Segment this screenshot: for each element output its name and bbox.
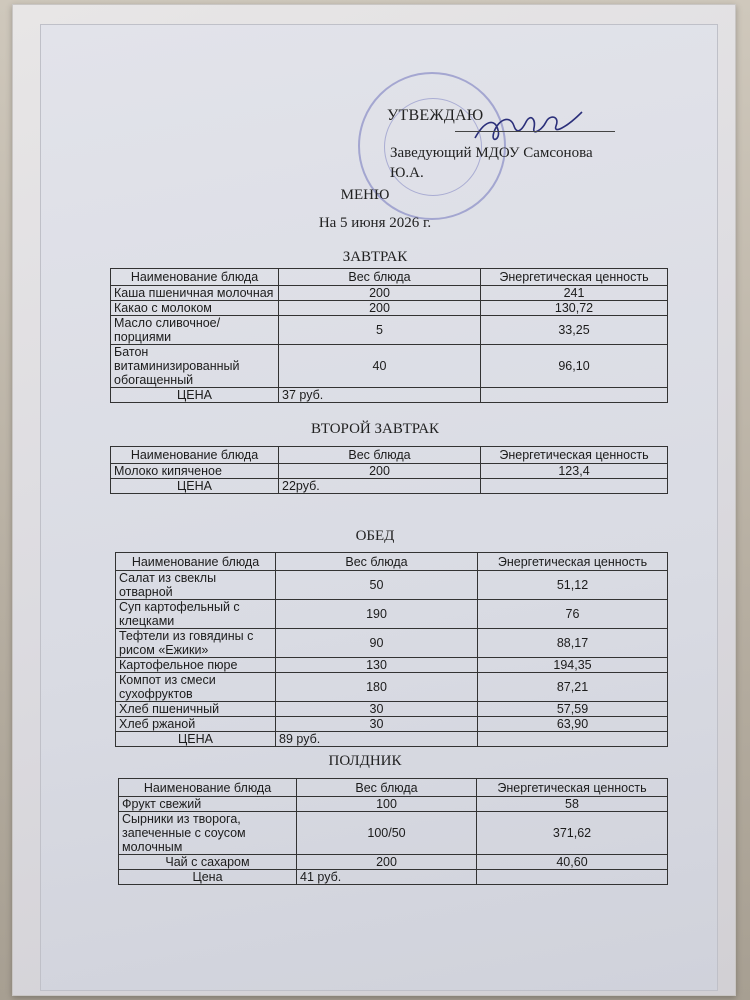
price-empty-cell bbox=[481, 479, 668, 494]
dish-name-cell: Масло сливочное/порциями bbox=[111, 316, 279, 345]
dish-name-cell: Тефтели из говядины с рисом «Ежики» bbox=[116, 629, 276, 658]
table-header-row bbox=[111, 447, 668, 464]
col-header-name: Наименование блюда bbox=[111, 447, 279, 464]
dish-name-cell: Чай с сахаром bbox=[119, 855, 297, 870]
dish-weight-cell: 100/50 bbox=[297, 812, 477, 855]
dish-energy-cell: 88,17 bbox=[478, 629, 668, 658]
dish-weight-cell: 190 bbox=[276, 600, 478, 629]
table-row bbox=[116, 571, 668, 600]
dish-weight-cell: 200 bbox=[279, 286, 481, 301]
table-header-row bbox=[119, 779, 668, 797]
section-title-second-breakfast: ВТОРОЙ ЗАВТРАК bbox=[310, 421, 440, 437]
dish-name-cell: Хлеб ржаной bbox=[116, 717, 276, 732]
table-row bbox=[119, 797, 668, 812]
breakfast-table bbox=[110, 268, 668, 403]
dish-weight-cell: 40 bbox=[279, 345, 481, 388]
col-header-energy: Энергетическая ценность bbox=[477, 779, 668, 797]
dish-energy-cell: 123,4 bbox=[481, 464, 668, 479]
dish-weight-cell: 30 bbox=[276, 717, 478, 732]
col-header-energy: Энергетическая ценность bbox=[481, 269, 668, 286]
price-value: 37 руб. bbox=[279, 388, 481, 403]
col-header-weight: Вес блюда bbox=[297, 779, 477, 797]
col-header-energy: Энергетическая ценность bbox=[478, 553, 668, 571]
signature-line bbox=[455, 131, 615, 132]
table-row bbox=[116, 658, 668, 673]
dish-weight-cell: 180 bbox=[276, 673, 478, 702]
price-value: 22руб. bbox=[279, 479, 481, 494]
table-row bbox=[116, 673, 668, 702]
approve-label: УТВЕЖДАЮ bbox=[387, 107, 484, 124]
dish-weight-cell: 50 bbox=[276, 571, 478, 600]
col-header-weight: Вес блюда bbox=[279, 269, 481, 286]
col-header-name: Наименование блюда bbox=[111, 269, 279, 286]
dish-energy-cell: 87,21 bbox=[478, 673, 668, 702]
dish-weight-cell: 90 bbox=[276, 629, 478, 658]
dish-weight-cell: 100 bbox=[297, 797, 477, 812]
dish-energy-cell: 40,60 bbox=[477, 855, 668, 870]
price-row bbox=[116, 732, 668, 747]
table-row bbox=[111, 301, 668, 316]
signature bbox=[470, 100, 590, 150]
price-row bbox=[111, 388, 668, 403]
second-breakfast-table bbox=[110, 446, 668, 494]
snack-table bbox=[118, 778, 668, 885]
col-header-name: Наименование блюда bbox=[116, 553, 276, 571]
dish-weight-cell: 130 bbox=[276, 658, 478, 673]
dish-energy-cell: 63,90 bbox=[478, 717, 668, 732]
table-header-row bbox=[116, 553, 668, 571]
table-row bbox=[111, 316, 668, 345]
dish-energy-cell: 58 bbox=[477, 797, 668, 812]
price-row bbox=[111, 479, 668, 494]
table-row bbox=[116, 717, 668, 732]
col-header-name: Наименование блюда bbox=[119, 779, 297, 797]
table-row bbox=[111, 286, 668, 301]
dish-energy-cell: 194,35 bbox=[478, 658, 668, 673]
section-title-lunch: ОБЕД bbox=[355, 528, 395, 544]
dish-energy-cell: 76 bbox=[478, 600, 668, 629]
price-label: ЦЕНА bbox=[111, 388, 279, 403]
price-value: 41 руб. bbox=[297, 870, 477, 885]
dish-energy-cell: 51,12 bbox=[478, 571, 668, 600]
table-row bbox=[116, 629, 668, 658]
dish-name-cell: Сырники из творога, запеченные с соусом молочным bbox=[119, 812, 297, 855]
table-row bbox=[119, 855, 668, 870]
price-empty-cell bbox=[478, 732, 668, 747]
price-label: Цена bbox=[119, 870, 297, 885]
head-name-line2: Ю.А. bbox=[390, 165, 424, 181]
lunch-table bbox=[115, 552, 668, 747]
dish-weight-cell: 200 bbox=[279, 464, 481, 479]
dish-name-cell: Какао с молоком bbox=[111, 301, 279, 316]
price-empty-cell bbox=[481, 388, 668, 403]
section-title-snack: ПОЛДНИК bbox=[328, 753, 402, 769]
dish-name-cell: Каша пшеничная молочная bbox=[111, 286, 279, 301]
section-title-breakfast: ЗАВТРАК bbox=[342, 249, 408, 265]
dish-name-cell: Молоко кипяченое bbox=[111, 464, 279, 479]
table-row bbox=[116, 600, 668, 629]
table-row bbox=[111, 464, 668, 479]
dish-weight-cell: 200 bbox=[297, 855, 477, 870]
col-header-weight: Вес блюда bbox=[276, 553, 478, 571]
dish-energy-cell: 130,72 bbox=[481, 301, 668, 316]
dish-weight-cell: 30 bbox=[276, 702, 478, 717]
dish-energy-cell: 57,59 bbox=[478, 702, 668, 717]
price-label: ЦЕНА bbox=[116, 732, 276, 747]
dish-name-cell: Картофельное пюре bbox=[116, 658, 276, 673]
menu-date: На 5 июня 2026 г. bbox=[318, 215, 432, 231]
table-header-row bbox=[111, 269, 668, 286]
dish-weight-cell: 200 bbox=[279, 301, 481, 316]
dish-energy-cell: 241 bbox=[481, 286, 668, 301]
price-value: 89 руб. bbox=[276, 732, 478, 747]
dish-energy-cell: 33,25 bbox=[481, 316, 668, 345]
menu-title: МЕНЮ bbox=[340, 187, 390, 203]
price-row bbox=[119, 870, 668, 885]
dish-name-cell: Фрукт свежий bbox=[119, 797, 297, 812]
table-row bbox=[116, 702, 668, 717]
dish-name-cell: Батон витаминизированный обогащенный bbox=[111, 345, 279, 388]
dish-name-cell: Компот из смеси сухофруктов bbox=[116, 673, 276, 702]
dish-energy-cell: 371,62 bbox=[477, 812, 668, 855]
price-empty-cell bbox=[477, 870, 668, 885]
dish-name-cell: Суп картофельный с клецками bbox=[116, 600, 276, 629]
dish-name-cell: Салат из свеклы отварной bbox=[116, 571, 276, 600]
dish-name-cell: Хлеб пшеничный bbox=[116, 702, 276, 717]
dish-energy-cell: 96,10 bbox=[481, 345, 668, 388]
price-label: ЦЕНА bbox=[111, 479, 279, 494]
table-row bbox=[119, 812, 668, 855]
table-row bbox=[111, 345, 668, 388]
col-header-energy: Энергетическая ценность bbox=[481, 447, 668, 464]
dish-weight-cell: 5 bbox=[279, 316, 481, 345]
head-name-line1: Заведующий МДОУ Самсонова bbox=[390, 145, 593, 161]
col-header-weight: Вес блюда bbox=[279, 447, 481, 464]
